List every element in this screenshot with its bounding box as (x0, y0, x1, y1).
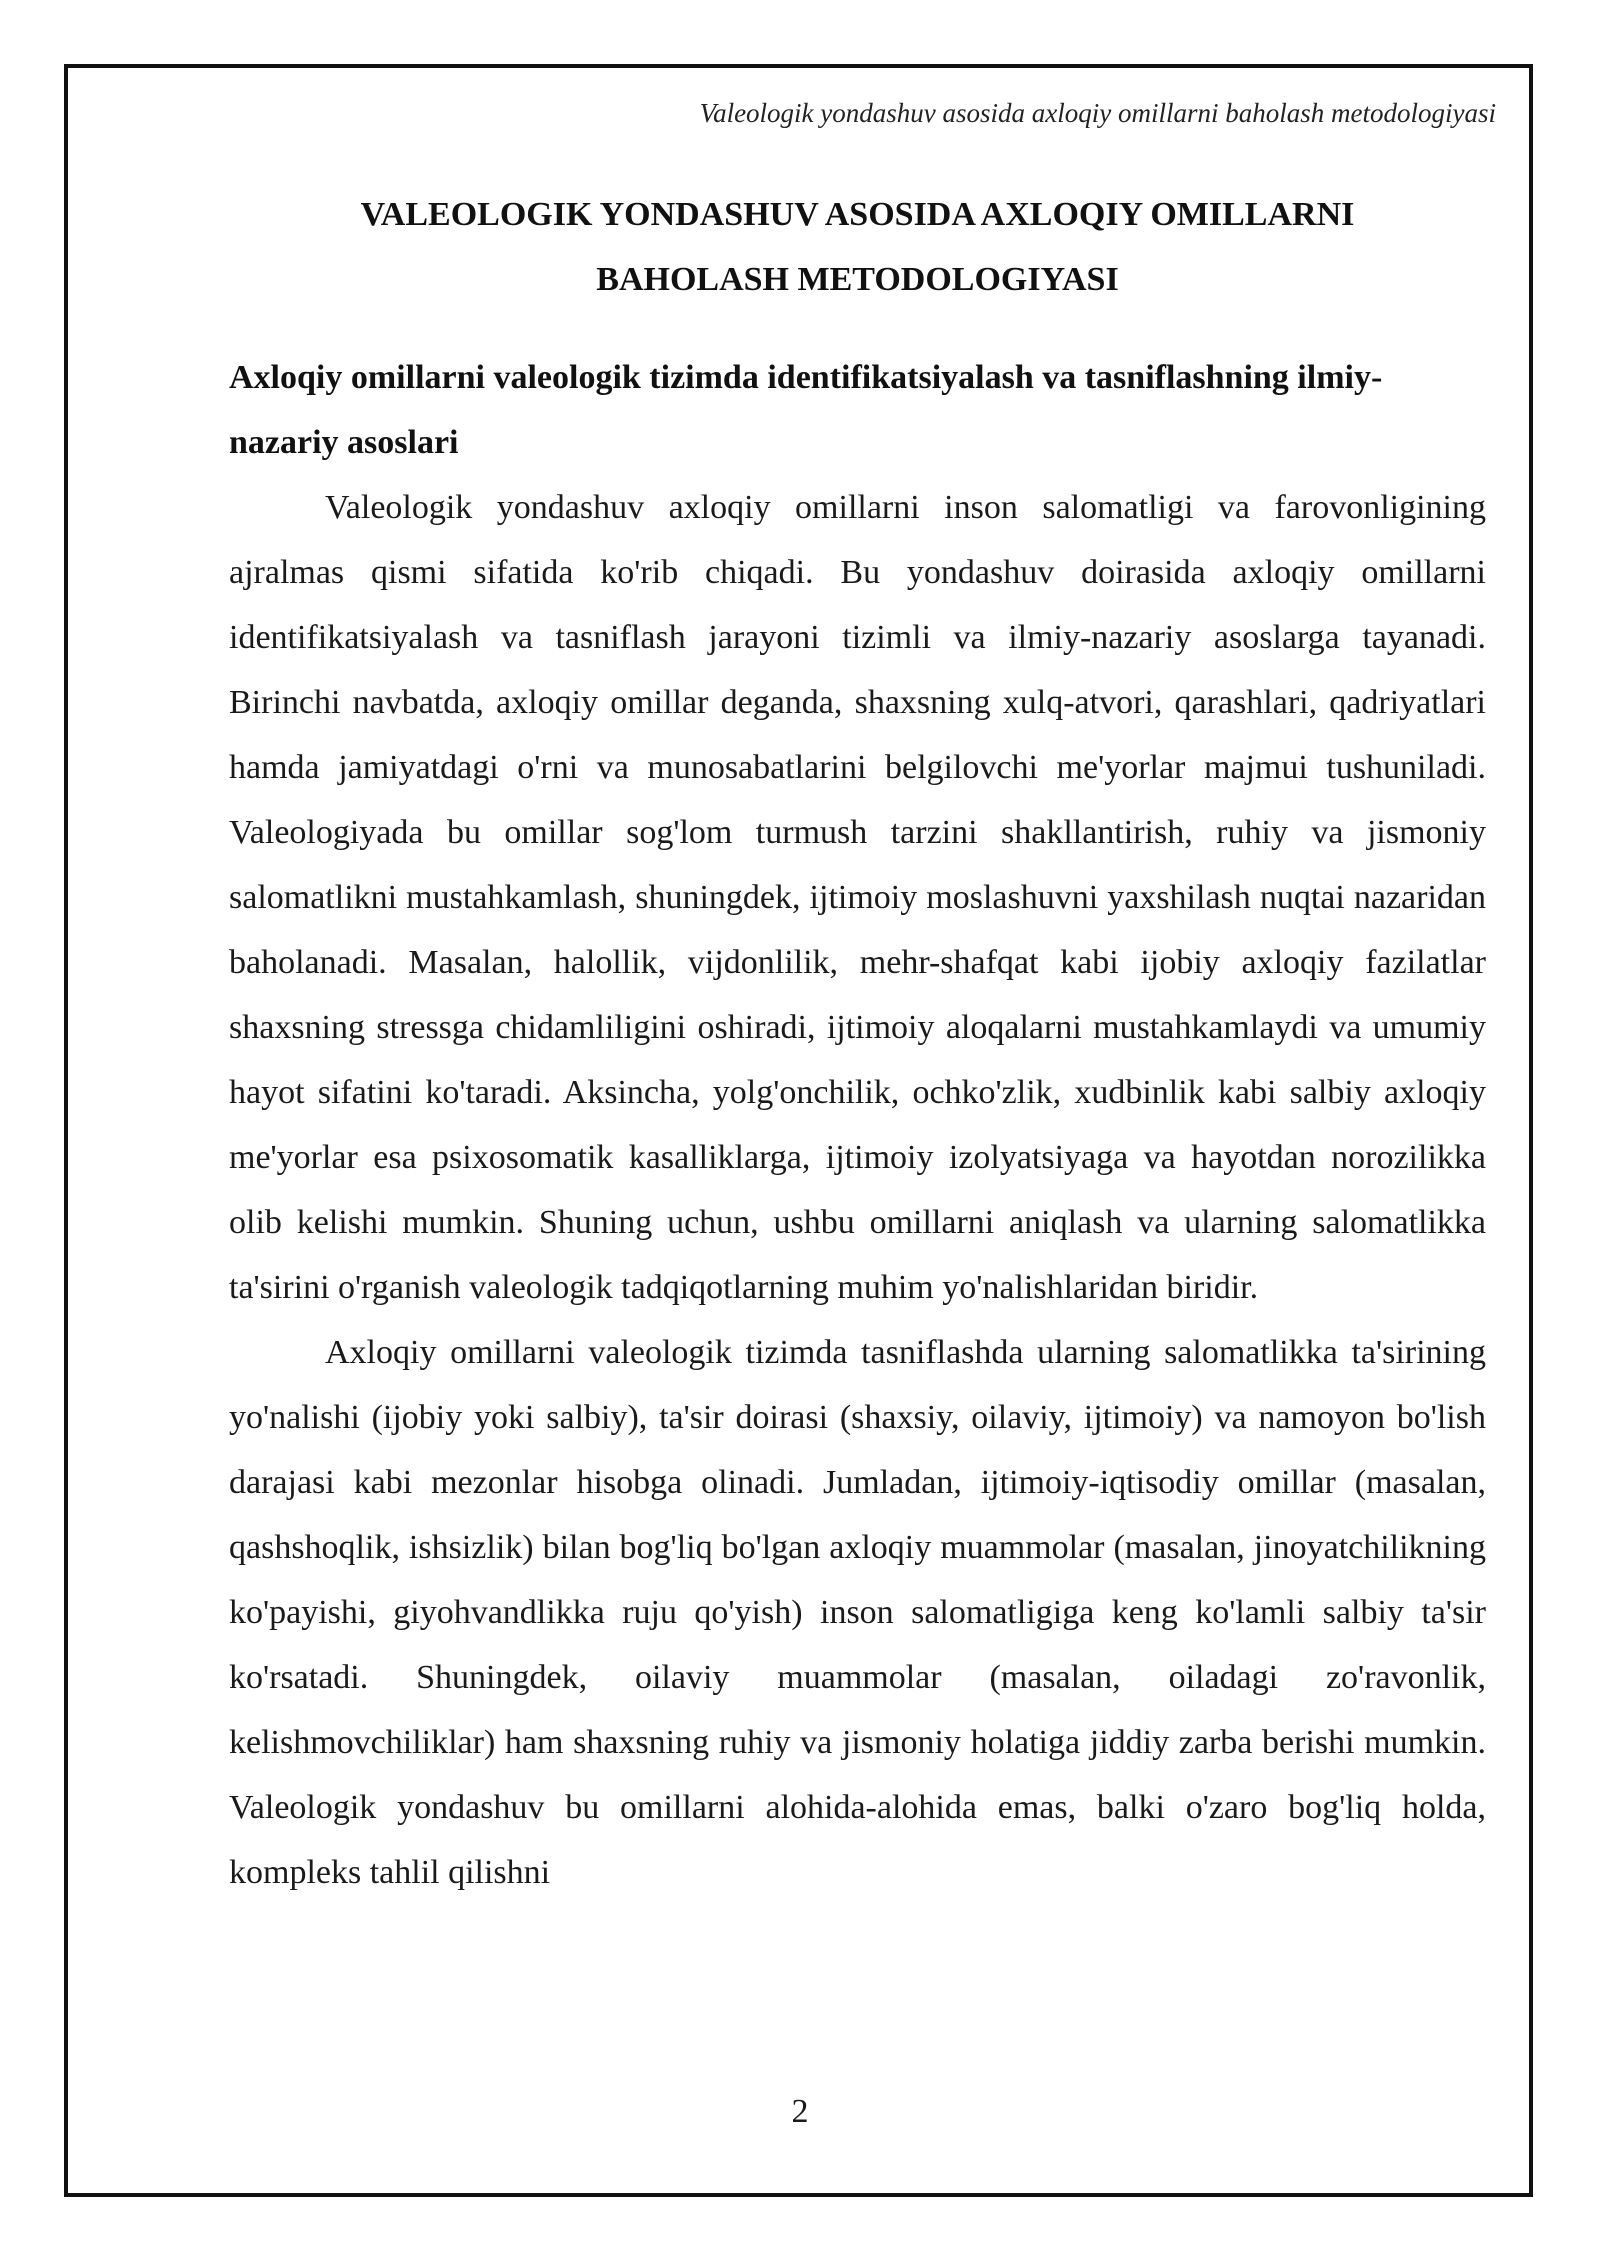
body-paragraph-2: Axloqiy omillarni valeologik tizimda tasniflashda ularning salomatlikka ta'sirining yo'nalishi (ijobiy yoki salbiy), ta'sir doirasi (shaxsiy, oilaviy, ijtimoiy) va namoyon bo'lish darajasi kabi mezonlar hisobga olinadi. Jumladan, ijtimoiy-iqtisodiy omillar (masalan, qashshoqlik, ishsizlik) bilan bog'liq bo'lgan axloqiy muammolar (masalan, jinoyatchilikning ko'payishi, giyohvandlikka ruju qo'yish) inson salomatligiga keng ko'lamli salbiy ta'sir ko'rsatadi. Shuningdek, oilaviy muammolar (masalan, oiladagi zo'ravonlik, kelishmovchiliklar) ham shaxsning ruhiy va jismoniy holatiga jiddiy zarba berishi mumkin. Valeologik yondashuv bu omillarni alohida-alohida emas, balki o'zaro bog'liq holda, kompleks tahlil qilishni (229, 1334, 1486, 1891)
page-content (229, 182, 1486, 1905)
document-title-line-1: VALEOLOGIK YONDASHUV ASOSIDA AXLOQIY OMILLARNI (360, 196, 1355, 233)
page-number: 2 (791, 2093, 809, 2130)
document-title-line-2: BAHOLASH METODOLOGIYASI (596, 261, 1119, 298)
running-header: Valeologik yondashuv asosida axloqiy omillarni baholash metodologiyasi (699, 98, 1496, 128)
document-title (229, 182, 1486, 312)
body-paragraph-1: Valeologik yondashuv axloqiy omillarni inson salomatligi va farovonligining ajralmas qismi sifatida ko'rib chiqadi. Bu yondashuv doirasida axloqiy omillarni identifikatsiyalash va tasniflash jarayoni tizimli va ilmiy-nazariy asoslarga tayanadi. Birinchi navbatda, axloqiy omillar deganda, shaxsning xulq-atvori, qarashlari, qadriyatlari hamda jamiyatdagi o'rni va munosabatlarini belgilovchi me'yorlar majmui tushuniladi. Valeologiyada bu omillar sog'lom turmush tarzini shakllantirish, ruhiy va jismoniy salomatlikni mustahkamlash, shuningdek, ijtimoiy moslashuvni yaxshilash nuqtai nazaridan baholanadi. Masalan, halollik, vijdonlilik, mehr-shafqat kabi ijobiy axloqiy fazilatlar shaxsning stressga chidamliligini oshiradi, ijtimoiy aloqalarni mustahkamlaydi va umumiy hayot sifatini ko'taradi. Aksincha, yolg'onchilik, ochko'zlik, xudbinlik kabi salbiy axloqiy me'yorlar esa psixosomatik kasalliklarga, ijtimoiy izolyatsiyaga va hayotdan norozilikka olib kelishi mumkin. Shuning uchun, ushbu omillarni aniqlash va ularning salomatlikka ta'sirini o'rganish valeologik tadqiqotlarning muhim yo'nalishlaridan biridir. (229, 489, 1486, 1306)
section-heading: Axloqiy omillarni valeologik tizimda identifikatsiyalash va tasniflashning ilmiy-nazariy asoslari (229, 359, 1383, 461)
